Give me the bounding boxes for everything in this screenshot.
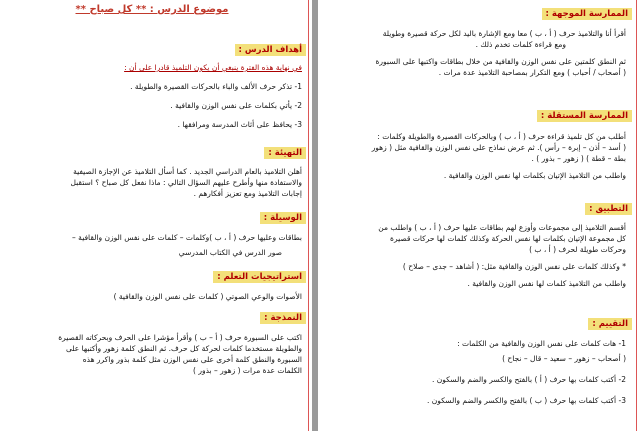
objectives-body xyxy=(12,62,302,130)
objectives-intro: في نهاية هذه الفترة ينبغي أن يكون التلميذ قادرا على أن : xyxy=(124,63,302,72)
independent-practice-header: الممارسة المستقلة : xyxy=(537,110,632,122)
evaluation-line: 3- أكتب كلمات بها حرف ( ب ) بالفتح والكسر والضم والسكون . xyxy=(427,396,626,405)
intro-line: إجابات التلاميذ ومع تعزيز أفكارهم . xyxy=(193,189,302,198)
margin-line xyxy=(308,0,309,431)
evaluation-body xyxy=(326,338,626,406)
objective-item: 1- تذكر حرف الألف والباء بالحركات القصيرة والطويلة . xyxy=(130,82,302,91)
modeling-body xyxy=(4,332,302,376)
application-header: التطبيق : xyxy=(585,203,632,215)
evaluation-line: 2- أكتب كلمات بها حرف ( أ ) بالفتح والكسر والضم والسكون . xyxy=(431,375,626,384)
strategies-body xyxy=(12,291,302,302)
evaluation-header: التقييم : xyxy=(588,318,632,330)
objective-item: 2- يأتي بكلمات على نفس الوزن والقافية . xyxy=(170,101,302,110)
objective-item: 3- يحافظ على أثاث المدرسة ومرافقها . xyxy=(177,120,302,129)
means-body xyxy=(4,232,302,258)
independent-line: بطة – قطة ) ( زهور – بذور ) . xyxy=(531,154,626,163)
intro-body xyxy=(4,166,302,199)
modeling-line: السبورة والنطق كلمة أخرى على نفس الوزن مثل كلمة بذور واكرر هذه xyxy=(82,355,302,364)
objectives-header: أهداف الدرس : xyxy=(235,44,306,56)
modeling-line: والطويلة مستخدما كلمات لحركة كل حرف. ثم النطق كلمة زهور وأكتبها على xyxy=(65,344,302,353)
modeling-line: اكتب على السبورة حرف ( أ – ب ) وأقرأ مؤشرا على الحرف وبحركاته القصيرة xyxy=(58,333,302,342)
guided-line: ثم النطق كلمتين على نفس الوزن والقافية من خلال بطاقات واكتبها على السبورة xyxy=(375,57,626,66)
modeling-line: الكلمات عدة مرات ( زهور – بذور ) xyxy=(193,366,302,375)
guided-practice-body xyxy=(326,28,626,78)
margin-line xyxy=(636,0,637,431)
intro-line: والاستفادة منها وأطرح عليهم السؤال التالي : ماذا نفعل كل صباح ؟ استقبل xyxy=(70,178,302,187)
independent-line: أطلب من كل تلميذ قراءة حرف ( أ ، ب ) وبالحركات القصيرة والطويلة وكلمات : xyxy=(377,132,626,141)
strategies-line: الأصوات والوعي الصوتي ( كلمات على نفس الوزن والقافية ) xyxy=(113,292,302,301)
guided-line: ومع قراءة كلمات تخدم ذلك . xyxy=(475,40,566,49)
evaluation-line: 1- هات كلمات على نفس الوزن والقافية من الكلمات : xyxy=(457,339,626,348)
application-line: أقسم التلاميذ إلى مجموعات وأوزع لهم بطاقات عليها حرف ( أ ، ب ) واطلب من xyxy=(378,223,626,232)
application-line: واطلب من التلاميذ كلمات لها نفس الوزن والقافية . xyxy=(467,279,626,288)
means-line: بطاقات وعليها حرف ( أ ، ب )وكلمات – كلمات على نفس الوزن والقافية – xyxy=(72,233,302,242)
guided-practice-header: الممارسة الموجهة : xyxy=(542,8,632,20)
right-page xyxy=(318,0,640,431)
evaluation-line: ( أصحاب – زهور – سعيد – قال – نجاح ) xyxy=(502,354,626,363)
intro-line: أهلن التلاميذ بالعام الدراسي الجديد . كما أسأل التلاميذ عن الإجازة الصيفية xyxy=(73,167,302,176)
guided-line: أقرأ أنا والتلاميذ حرف ( أ ، ب ) معا ومع الإشارة باليد لكل حركة قصيرة وطويلة xyxy=(382,29,626,38)
independent-line: واطلب من التلاميذ الإتيان بكلمات لها نفس الوزن والقافية . xyxy=(443,171,626,180)
intro-header: التهيئة : xyxy=(264,147,306,159)
application-line: كل مجموعة الإتيان بكلمات لها نفس الحركة وكذلك كلمات لها حركات قصيرة xyxy=(390,234,626,243)
application-line: * وكذلك كلمات على نفس الوزن والقافية مثل: ( أشاهد – جدى – صلاح ) xyxy=(402,262,626,271)
means-line: صور الدرس في الكتاب المدرسي xyxy=(178,248,282,257)
strategies-header: استراتيجيات التعلم : xyxy=(213,271,306,283)
means-header: الوسيلة : xyxy=(260,212,306,224)
guided-line: ( أصحاب / أحباب ) ومع التكرار بمصاحبة التلاميذ عدة مرات . xyxy=(438,68,626,77)
independent-line: ( أسد – أذن – إبرة – رأس ). ثم عرض نماذج على نفس الوزن والقافية مثل ( زهور xyxy=(371,143,626,152)
modeling-header: النمذجة : xyxy=(260,312,306,324)
application-line: وحركات طويلة لحرف ( أ ، ب ) xyxy=(529,245,626,254)
independent-practice-body xyxy=(326,131,626,181)
lesson-title: موضوع الدرس : ** كل صباح ** xyxy=(75,4,229,15)
left-page xyxy=(0,0,312,431)
application-body xyxy=(326,222,626,289)
